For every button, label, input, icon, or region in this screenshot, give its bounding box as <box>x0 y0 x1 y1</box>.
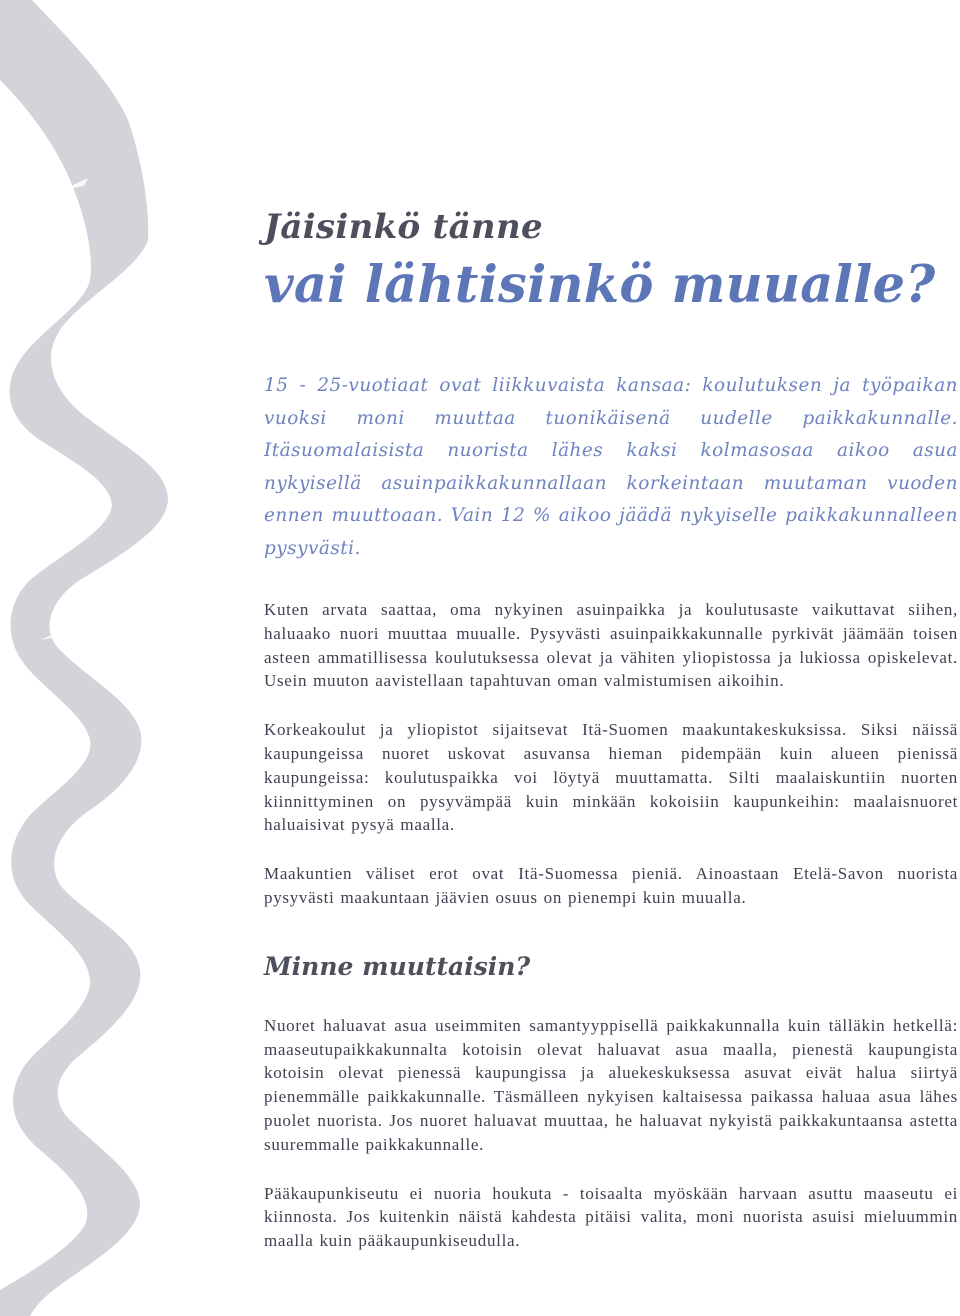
decorative-brush-stroke <box>0 0 200 1316</box>
section-paragraph-1: Nuoret haluavat asua useimmiten samantyyppisellä paikkakunnalla kuin tälläkin hetkellä: maaseutupaikkakunnalta kotoisin olevat haluavat asua maalla, pienestä kaupungista kotoisin olevat pienessä kaupungissa ja aluekeskuksessa asuvat eivät halua siirtyä pienemmälle paikkakunnalle. Täsmälleen nykyisen kaltaisessa paikassa haluaa asua lähes puolet nuorista. Jos nuoret haluavat muuttaa, he haluavat nykyistä paikkakuntaansa astetta suuremmalle paikkakunnalle. <box>264 1015 958 1154</box>
body-paragraph-3: Maakuntien väliset erot ovat Itä-Suomessa pieniä. Ainoastaan Etelä-Savon nuorista pysyvästi maakuntaan jäävien osuus on pienempi kuin muualla. <box>264 864 958 907</box>
title-line-2: vai lähtisinkö muualle? <box>264 255 936 315</box>
body-paragraph-2: Korkeakoulut ja yliopistot sijaitsevat Itä-Suomen maakuntakeskuksissa. Siksi näissä kaupungeissa nuoret uskovat asuvansa hieman pidempään kuin alueen pienissä kaupungeissa: koulutuspaikka voi löytyä muuttamatta. Silti maalaiskuntiin nuorten kiinnittyminen on pysyvämpää kuin minkään kokoisiin kaupunkeihin: maalaisnuoret haluaisivat pysyä maalla. <box>264 720 958 835</box>
article <box>264 200 958 1253</box>
section-heading: Minne muuttaisin? <box>264 951 531 981</box>
section-paragraph-2: Pääkaupunkiseutu ei nuoria houkuta - toisaalta myöskään harvaan asuttu maaseutu ei kiinnosta. Jos kuitenkin näistä kahdesta pitäisi valita, moni nuorista asuisi mieluummin maalla kuin pääkaupunkiseudulla. <box>264 1183 958 1251</box>
body-paragraph-1: Kuten arvata saattaa, oma nykyinen asuinpaikka ja koulutusaste vaikuttavat siihen, haluaako nuori muuttaa muualle. Pysyvästi asuinpaikkakunnalle pyrkivät jäämään toisen asteen ammatillisessa koulutuksessa olevat ja vähiten yliopistossa ja lukiossa opiskelevat. Usein muuton aavistellaan tapahtuvan oman valmistumisen aikoihin. <box>264 600 958 691</box>
lead-paragraph: 15 - 25-vuotiaat ovat liikkuvaista kansaa: koulutuksen ja työpaikan vuoksi moni muuttaa tuonikäisenä uudelle paikkakunnalle. Itäsuomalaisista nuorista lähes kaksi kolmasosaa aikoo asua nykyisellä asuinpaikkakunnallaan korkeintaan muutaman vuoden ennen muuttoaan. Vain 12 % aikoo jäädä nykyiselle paikkakunnalleen pysyvästi. <box>264 375 958 559</box>
title-line-1: Jäisinkö tänne <box>264 207 543 247</box>
